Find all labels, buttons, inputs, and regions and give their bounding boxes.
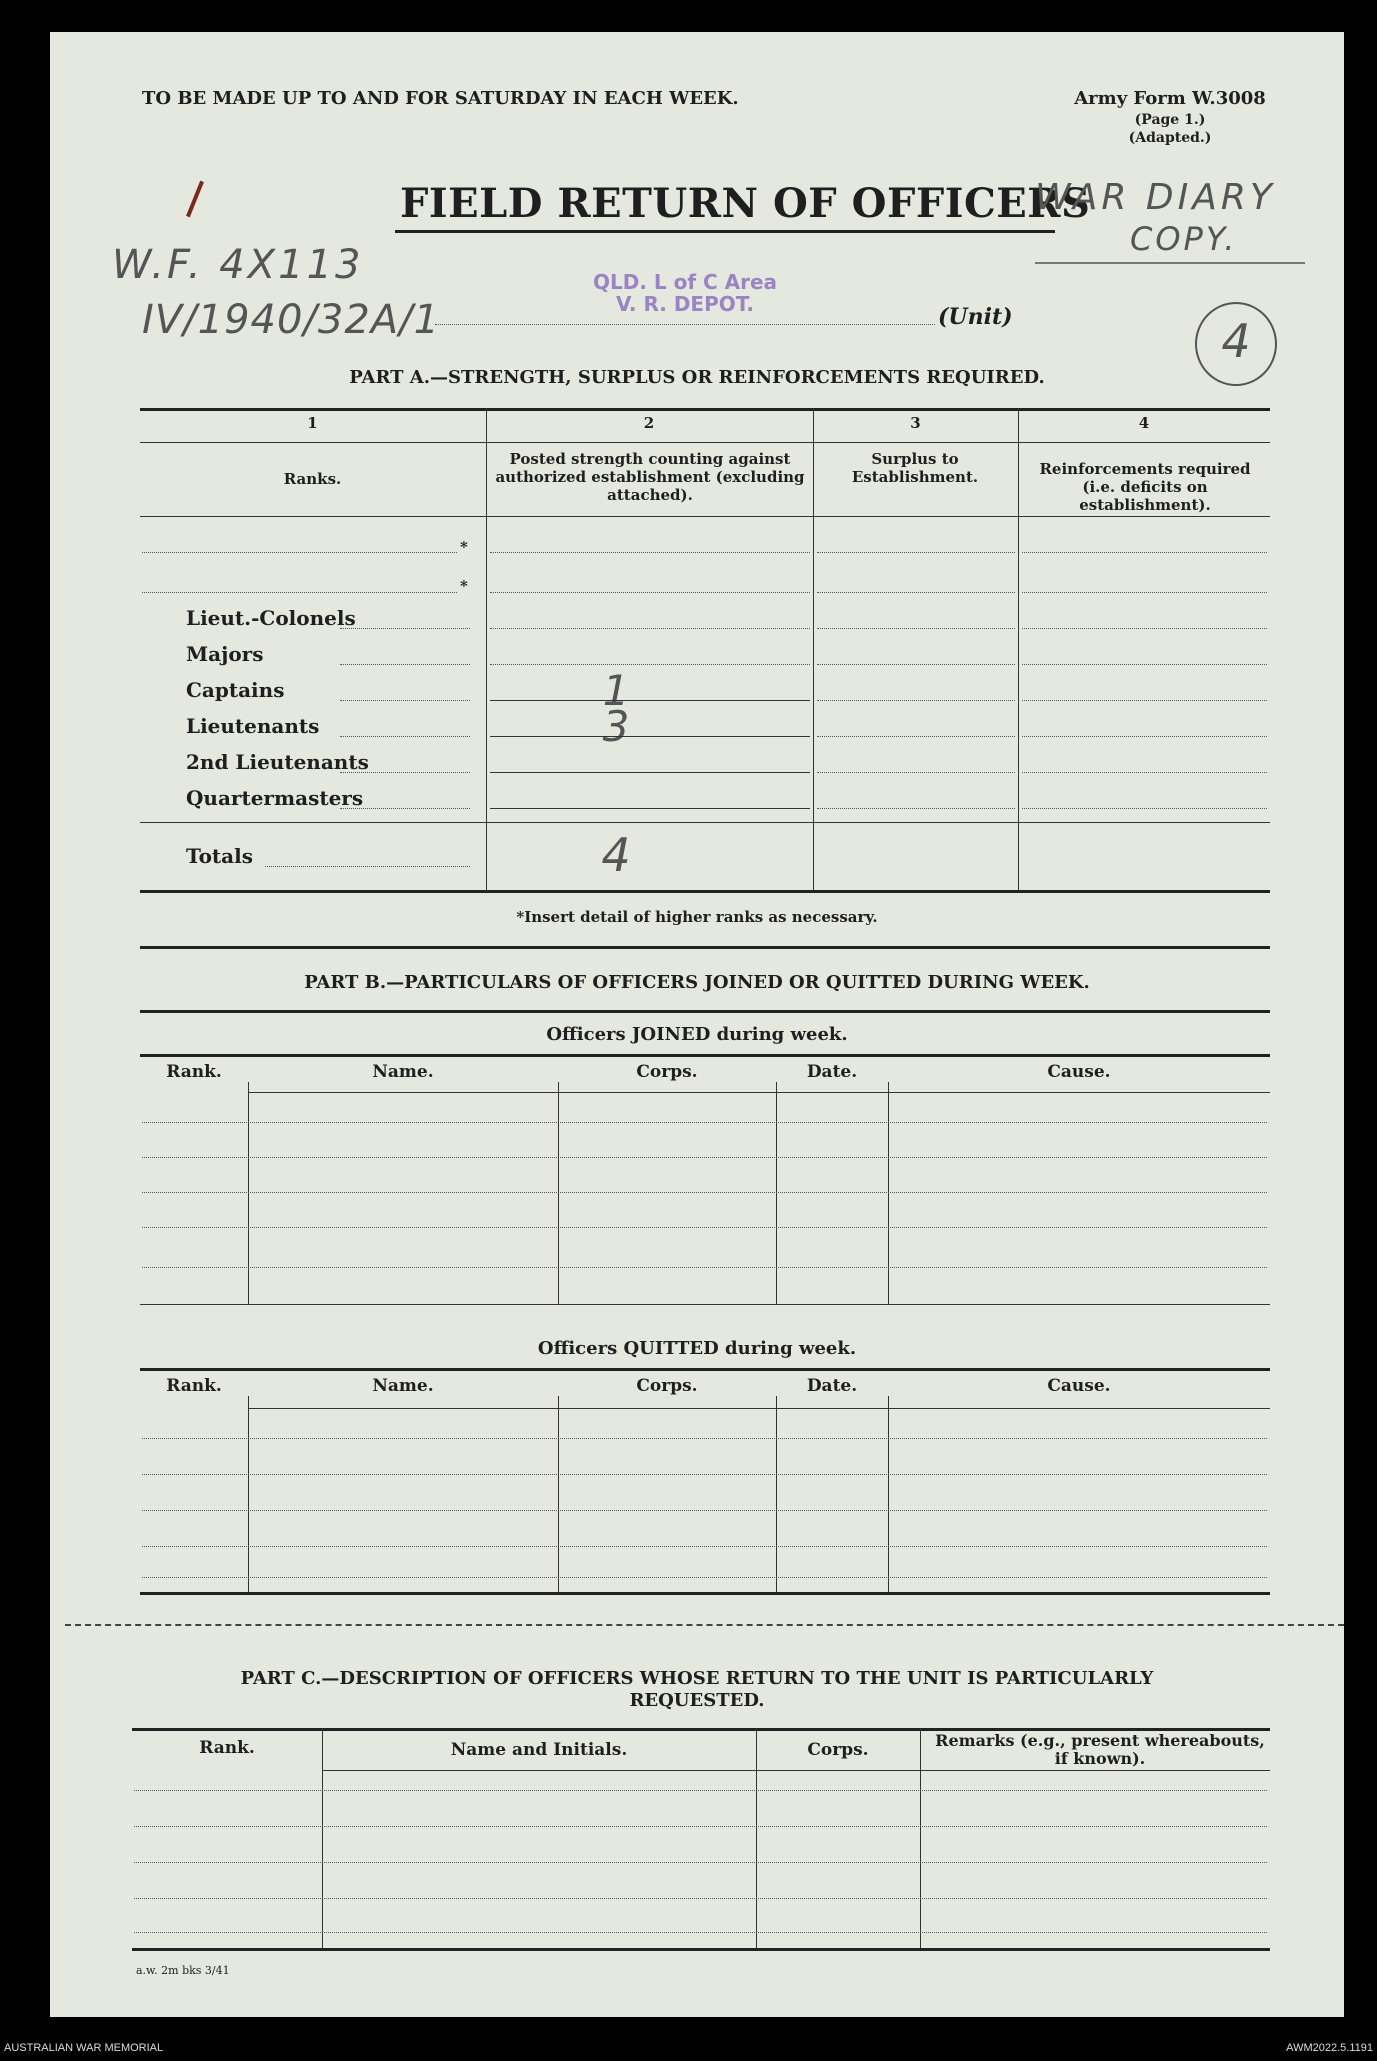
title-underline — [395, 230, 1055, 233]
row-line — [1022, 808, 1267, 809]
row-line — [817, 552, 1015, 553]
row-line — [817, 628, 1015, 629]
archive-footer — [0, 2035, 1377, 2061]
row-line — [817, 664, 1015, 665]
col-header-reinforcements: Reinforcements required (i.e. deficits on establishment). — [1039, 460, 1251, 514]
joined-col-divider — [776, 1082, 777, 1304]
row-line — [1022, 700, 1267, 701]
page-number: (Page 1.) — [1134, 112, 1206, 128]
col-header-ranks: Ranks. — [283, 470, 342, 488]
quitted-row-line — [142, 1474, 1267, 1475]
part-c-row-line — [134, 1790, 1267, 1791]
reference-handwriting-2: IV/1940/32A/1 — [142, 297, 441, 343]
part-c-col-divider — [756, 1728, 757, 1948]
part-c-row-line — [134, 1932, 1267, 1933]
part-b-top-rule — [140, 946, 1270, 949]
unit-stamp-line-2: V. R. DEPOT. — [616, 292, 754, 316]
part-a-col-divider-2 — [813, 408, 814, 891]
joined-row-line — [142, 1192, 1267, 1193]
totals-leader-dots — [265, 866, 470, 867]
higher-rank-line-2 — [142, 592, 457, 593]
row-line — [490, 772, 810, 773]
part-c-col-divider — [322, 1728, 323, 1948]
joined-col-name: Name. — [372, 1062, 434, 1082]
row-line — [817, 592, 1015, 593]
col-number-3: 3 — [910, 414, 921, 432]
lieutenants-posted-value: 3 — [602, 702, 630, 751]
totals-label: Totals — [186, 844, 253, 868]
quitted-col-date: Date. — [806, 1376, 858, 1396]
col-number-1: 1 — [307, 414, 318, 432]
quitted-header-rule — [248, 1408, 1270, 1409]
joined-col-divider — [888, 1082, 889, 1304]
row-line — [490, 628, 810, 629]
quitted-top-rule — [140, 1368, 1270, 1371]
part-a-title: PART A.—STRENGTH, SURPLUS OR REINFORCEMENTS REQUIRED. — [349, 367, 1045, 388]
col-number-rule — [140, 442, 1270, 443]
joined-row-line — [142, 1267, 1267, 1268]
part-c-col-divider — [920, 1728, 921, 1948]
quitted-col-divider — [776, 1396, 777, 1592]
joined-header-rule — [248, 1092, 1270, 1093]
joined-col-date: Date. — [806, 1062, 858, 1082]
rank-leader-dots — [340, 628, 470, 629]
rank-lieut-colonels: Lieut.-Colonels — [186, 606, 356, 630]
quitted-col-rank: Rank. — [166, 1376, 222, 1396]
row-line — [817, 808, 1015, 809]
col-header-posted-strength: Posted strength counting against authorized establishment (excluding attached). — [495, 450, 805, 504]
row-line — [1022, 628, 1267, 629]
part-a-bottom-rule — [140, 890, 1270, 893]
row-line — [1022, 772, 1267, 773]
joined-col-cause: Cause. — [1047, 1062, 1111, 1082]
row-line — [490, 736, 810, 737]
rank-captains: Captains — [186, 678, 285, 702]
row-line — [490, 808, 810, 809]
row-line — [817, 700, 1015, 701]
rank-leader-dots — [340, 772, 470, 773]
col-number-4: 4 — [1138, 414, 1150, 432]
perforation-line — [65, 1624, 1344, 1626]
rank-lieutenants: Lieutenants — [186, 714, 320, 738]
rank-2nd-lieutenants: 2nd Lieutenants — [186, 750, 369, 774]
part-a-footnote: *Insert detail of higher ranks as necessary. — [516, 908, 878, 926]
quitted-row-line — [142, 1438, 1267, 1439]
part-c-row-line — [134, 1826, 1267, 1827]
quitted-col-divider — [888, 1396, 889, 1592]
col-number-2: 2 — [643, 414, 655, 432]
joined-row-line — [142, 1157, 1267, 1158]
row-line — [490, 592, 810, 593]
part-c-title-line-2: REQUESTED. — [629, 1690, 765, 1711]
red-tick-mark — [186, 181, 204, 218]
part-c-row-line — [134, 1862, 1267, 1863]
row-line — [490, 664, 810, 665]
part-c-col-name: Name and Initials. — [450, 1740, 628, 1760]
joined-col-rank: Rank. — [166, 1062, 222, 1082]
higher-rank-line-1 — [142, 552, 457, 553]
quitted-col-name: Name. — [372, 1376, 434, 1396]
joined-row-line — [142, 1122, 1267, 1123]
joined-bottom-rule — [140, 1304, 1270, 1305]
row-line — [817, 772, 1015, 773]
part-b-title-rule — [140, 1010, 1270, 1013]
captains-posted-value: 1 — [602, 666, 630, 715]
part-c-col-rank: Rank. — [199, 1738, 255, 1758]
part-c-header-rule — [322, 1770, 1270, 1771]
part-c-title-line-1: PART C.—DESCRIPTION OF OFFICERS WHOSE RETURN TO THE UNIT IS PARTICULARLY — [240, 1668, 1154, 1689]
row-line — [490, 552, 810, 553]
asterisk-2: * — [460, 577, 468, 595]
instruction-text: TO BE MADE UP TO AND FOR SATURDAY IN EACH WEEK. — [142, 88, 739, 109]
joined-col-corps: Corps. — [636, 1062, 698, 1082]
part-a-col-divider-3 — [1018, 408, 1019, 891]
war-diary-underline — [1035, 262, 1305, 264]
part-c-row-line — [134, 1898, 1267, 1899]
form-title: FIELD RETURN OF OFFICERS — [400, 180, 1091, 227]
rank-leader-dots — [340, 664, 470, 665]
reference-handwriting-1: W.F. 4X113 — [112, 242, 364, 288]
quitted-col-cause: Cause. — [1047, 1376, 1111, 1396]
unit-stamp-line-1: QLD. L of C Area — [592, 270, 778, 294]
part-a-col-divider-1 — [486, 408, 487, 891]
form-page — [50, 32, 1344, 2017]
unit-field-line — [435, 324, 935, 325]
row-line — [1022, 664, 1267, 665]
adapted-label: (Adapted.) — [1128, 130, 1212, 146]
circled-number: 4 — [1195, 302, 1277, 386]
quitted-row-line — [142, 1510, 1267, 1511]
col-header-rule — [140, 516, 1270, 517]
joined-title: Officers JOINED during week. — [546, 1024, 848, 1045]
archive-reference: AWM2022.5.1191 — [1286, 2042, 1373, 2054]
row-line — [1022, 552, 1267, 553]
part-b-title: PART B.—PARTICULARS OF OFFICERS JOINED OR QUITTED DURING WEEK. — [304, 972, 1090, 993]
print-code: a.w. 2m bks 3/41 — [136, 1964, 230, 1977]
rank-leader-dots — [340, 736, 470, 737]
joined-col-divider — [248, 1082, 249, 1304]
joined-row-line — [142, 1227, 1267, 1228]
joined-top-rule — [140, 1054, 1270, 1057]
quitted-col-divider — [558, 1396, 559, 1592]
quitted-row-line — [142, 1577, 1267, 1578]
part-c-col-remarks: Remarks (e.g., present whereabouts, if known). — [935, 1731, 1265, 1768]
unit-label: (Unit) — [938, 304, 1013, 330]
row-line — [490, 700, 810, 701]
form-number: Army Form W.3008 — [1074, 88, 1266, 109]
archive-name: AUSTRALIAN WAR MEMORIAL — [4, 2042, 164, 2054]
asterisk-1: * — [460, 538, 468, 556]
quitted-col-corps: Corps. — [636, 1376, 698, 1396]
quitted-title: Officers QUITTED during week. — [537, 1338, 857, 1359]
row-line — [817, 736, 1015, 737]
rank-leader-dots — [340, 808, 470, 809]
rank-leader-dots — [340, 700, 470, 701]
part-c-bottom-rule — [132, 1948, 1270, 1951]
war-diary-handwriting: WAR DIARY — [1035, 177, 1276, 218]
quitted-bottom-rule — [140, 1592, 1270, 1595]
totals-posted-value: 4 — [601, 828, 631, 882]
col-header-surplus: Surplus to Establishment. — [851, 450, 979, 486]
totals-top-rule — [140, 822, 1270, 823]
copy-handwriting: COPY. — [1130, 220, 1238, 258]
quitted-col-divider — [248, 1396, 249, 1592]
joined-col-divider — [558, 1082, 559, 1304]
rank-quartermasters: Quartermasters — [186, 786, 364, 810]
part-a-top-rule — [140, 408, 1270, 411]
row-line — [1022, 736, 1267, 737]
row-line — [1022, 592, 1267, 593]
rank-majors: Majors — [186, 642, 264, 666]
quitted-row-line — [142, 1546, 1267, 1547]
part-c-col-corps: Corps. — [807, 1740, 869, 1760]
